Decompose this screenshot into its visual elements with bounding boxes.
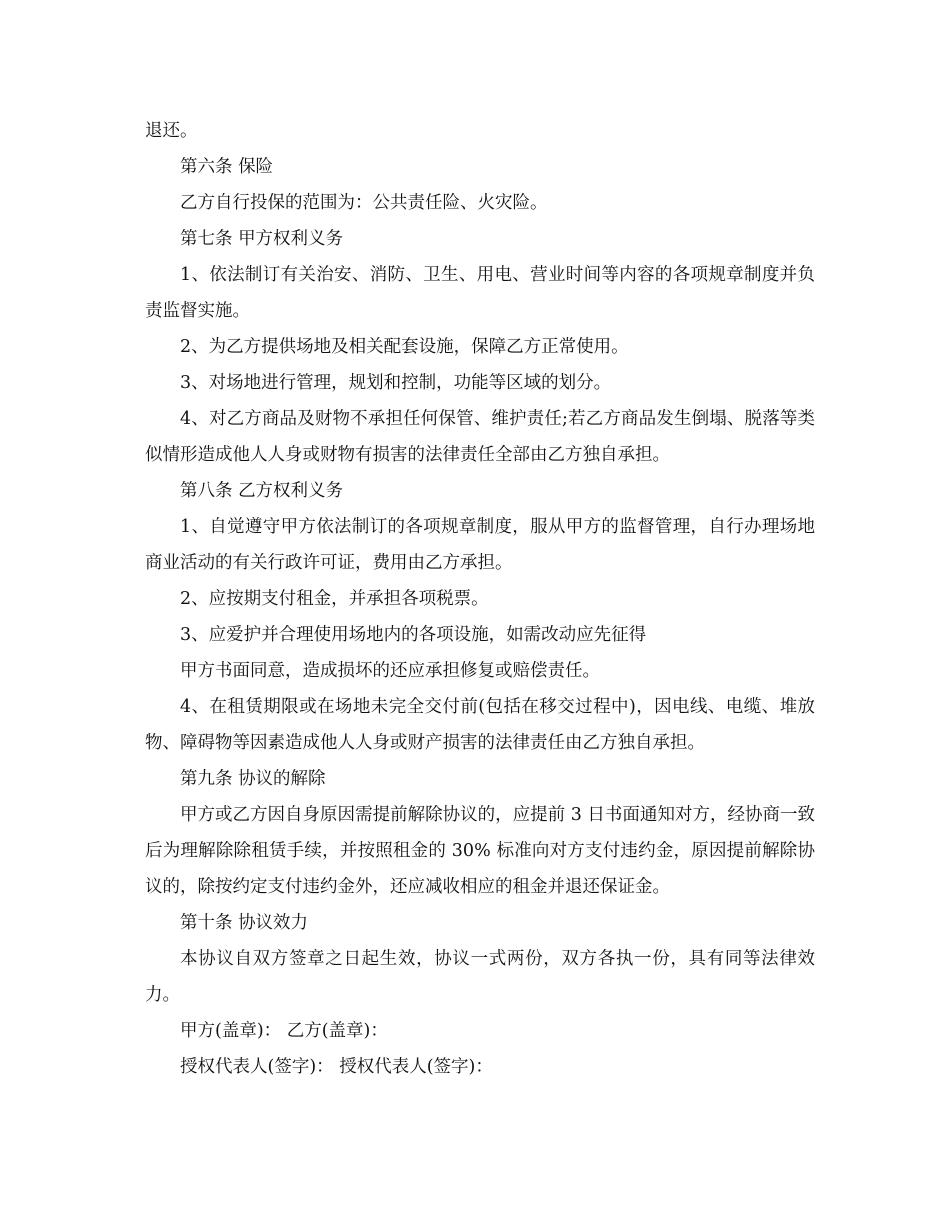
paragraph-party-a-item-3: 3、对场地进行管理，规划和控制，功能等区域的划分。 (180, 373, 612, 393)
paragraph-party-b-item-4: 4、在租赁期限或在场地未完全交付前(包括在移交过程中)，因电线、电缆、堆放物、障碍物等因素造成他人人身或财产损害的法律责任由乙方独自承担。 (145, 697, 815, 753)
paragraph-return: 退还。 (145, 121, 198, 141)
heading-article-8-party-b: 第八条 乙方权利义务 (180, 481, 344, 501)
paragraph-party-a-item-1: 1、依法制订有关治安、消防、卫生、用电、营业时间等内容的各项规章制度并负责监督实施。 (145, 265, 815, 321)
paragraph-party-b-item-1: 1、自觉遵守甲方依法制订的各项规章制度，服从甲方的监督管理，自行办理场地商业活动的有关行政许可证，费用由乙方承担。 (145, 517, 815, 573)
paragraph-party-a-item-2: 2、为乙方提供场地及相关配套设施，保障乙方正常使用。 (180, 337, 629, 357)
heading-article-9-termination: 第九条 协议的解除 (180, 769, 326, 789)
paragraph-party-b-item-3-cont: 甲方书面同意，造成损坏的还应承担修复或赔偿责任。 (180, 661, 600, 681)
paragraph-party-b-item-2: 2、应按期支付租金，并承担各项税票。 (180, 589, 489, 609)
signature-representative-line: 授权代表人(签字)： 授权代表人(签字)： (180, 1057, 493, 1077)
heading-article-6-insurance: 第六条 保险 (180, 157, 274, 177)
signature-seal-line: 甲方(盖章)： 乙方(盖章)： (180, 1021, 388, 1041)
paragraph-termination: 甲方或乙方因自身原因需提前解除协议的，应提前 3 日书面通知对方，经协商一致后为理解除除租赁手续，并按照租金的 30% 标准向对方支付违约金，原因提前解除协议的，除按约定支付违约金外，还应减收相应的租金并退还保证金。 (145, 805, 815, 897)
heading-article-7-party-a: 第七条 甲方权利义务 (180, 229, 344, 249)
document-body (145, 113, 815, 1085)
paragraph-party-b-item-3: 3、应爱护并合理使用场地内的各项设施，如需改动应先征得 (180, 625, 647, 645)
paragraph-effect: 本协议自双方签章之日起生效，协议一式两份，双方各执一份，具有同等法律效力。 (145, 949, 815, 1005)
heading-article-10-effect: 第十条 协议效力 (180, 913, 309, 933)
paragraph-party-a-item-4: 4、对乙方商品及财物不承担任何保管、维护责任;若乙方商品发生倒塌、脱落等类似情形造成他人人身或财物有损害的法律责任全部由乙方独自承担。 (145, 409, 815, 465)
paragraph-insurance-scope: 乙方自行投保的范围为：公共责任险、火灾险。 (180, 193, 548, 213)
